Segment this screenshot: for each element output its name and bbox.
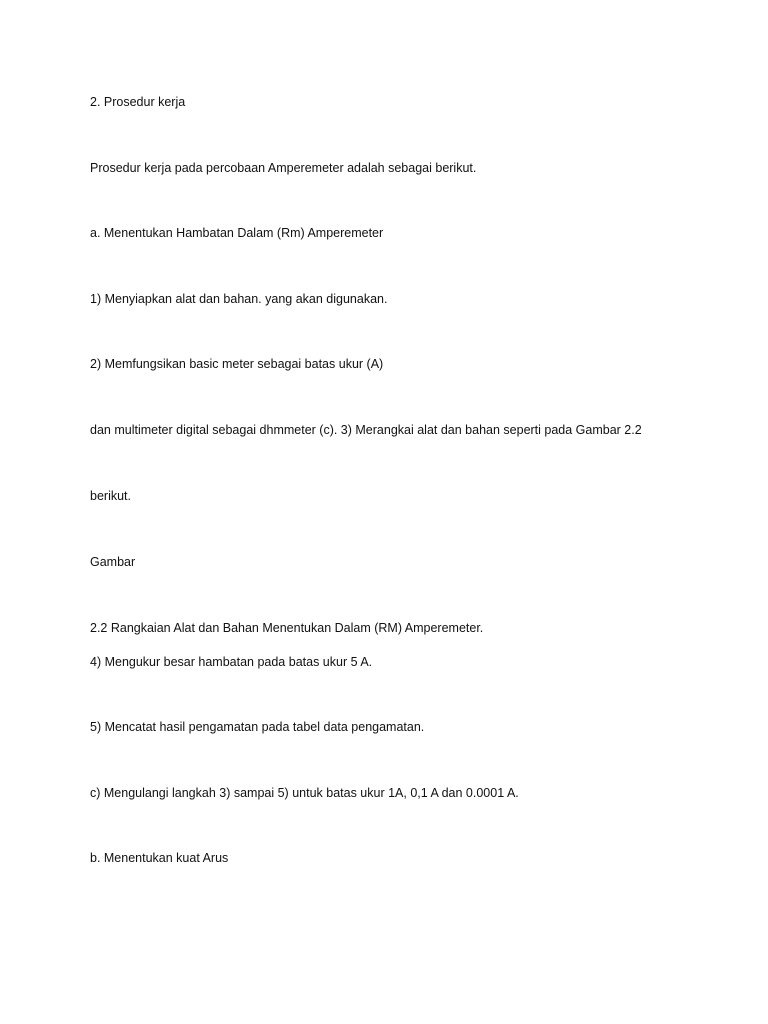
step-2-continued: dan multimeter digital sebagai dhmmeter (c). 3) Merangkai alat dan bahan seperti pada Gambar 2.2: [90, 423, 642, 437]
figure-caption: 2.2 Rangkaian Alat dan Bahan Menentukan Dalam (RM) Amperemeter.: [90, 621, 484, 635]
step-3-continued: berikut.: [90, 489, 131, 503]
subsection-heading-a: a. Menentukan Hambatan Dalam (Rm) Amperemeter: [90, 226, 384, 240]
figure-label: Gambar: [90, 555, 136, 569]
subsection-heading-b: b. Menentukan kuat Arus: [90, 851, 229, 865]
intro-paragraph: Prosedur kerja pada percobaan Amperemeter adalah sebagai berikut.: [90, 161, 477, 175]
step-1: 1) Menyiapkan alat dan bahan. yang akan digunakan.: [90, 292, 388, 306]
section-heading: 2. Prosedur kerja: [90, 95, 186, 109]
step-5: 5) Mencatat hasil pengamatan pada tabel data pengamatan.: [90, 720, 425, 734]
step-4: 4) Mengukur besar hambatan pada batas ukur 5 A.: [90, 655, 373, 669]
step-2: 2) Memfungsikan basic meter sebagai batas ukur (A): [90, 357, 384, 371]
step-c: c) Mengulangi langkah 3) sampai 5) untuk batas ukur 1A, 0,1 A dan 0.0001 A.: [90, 786, 519, 800]
